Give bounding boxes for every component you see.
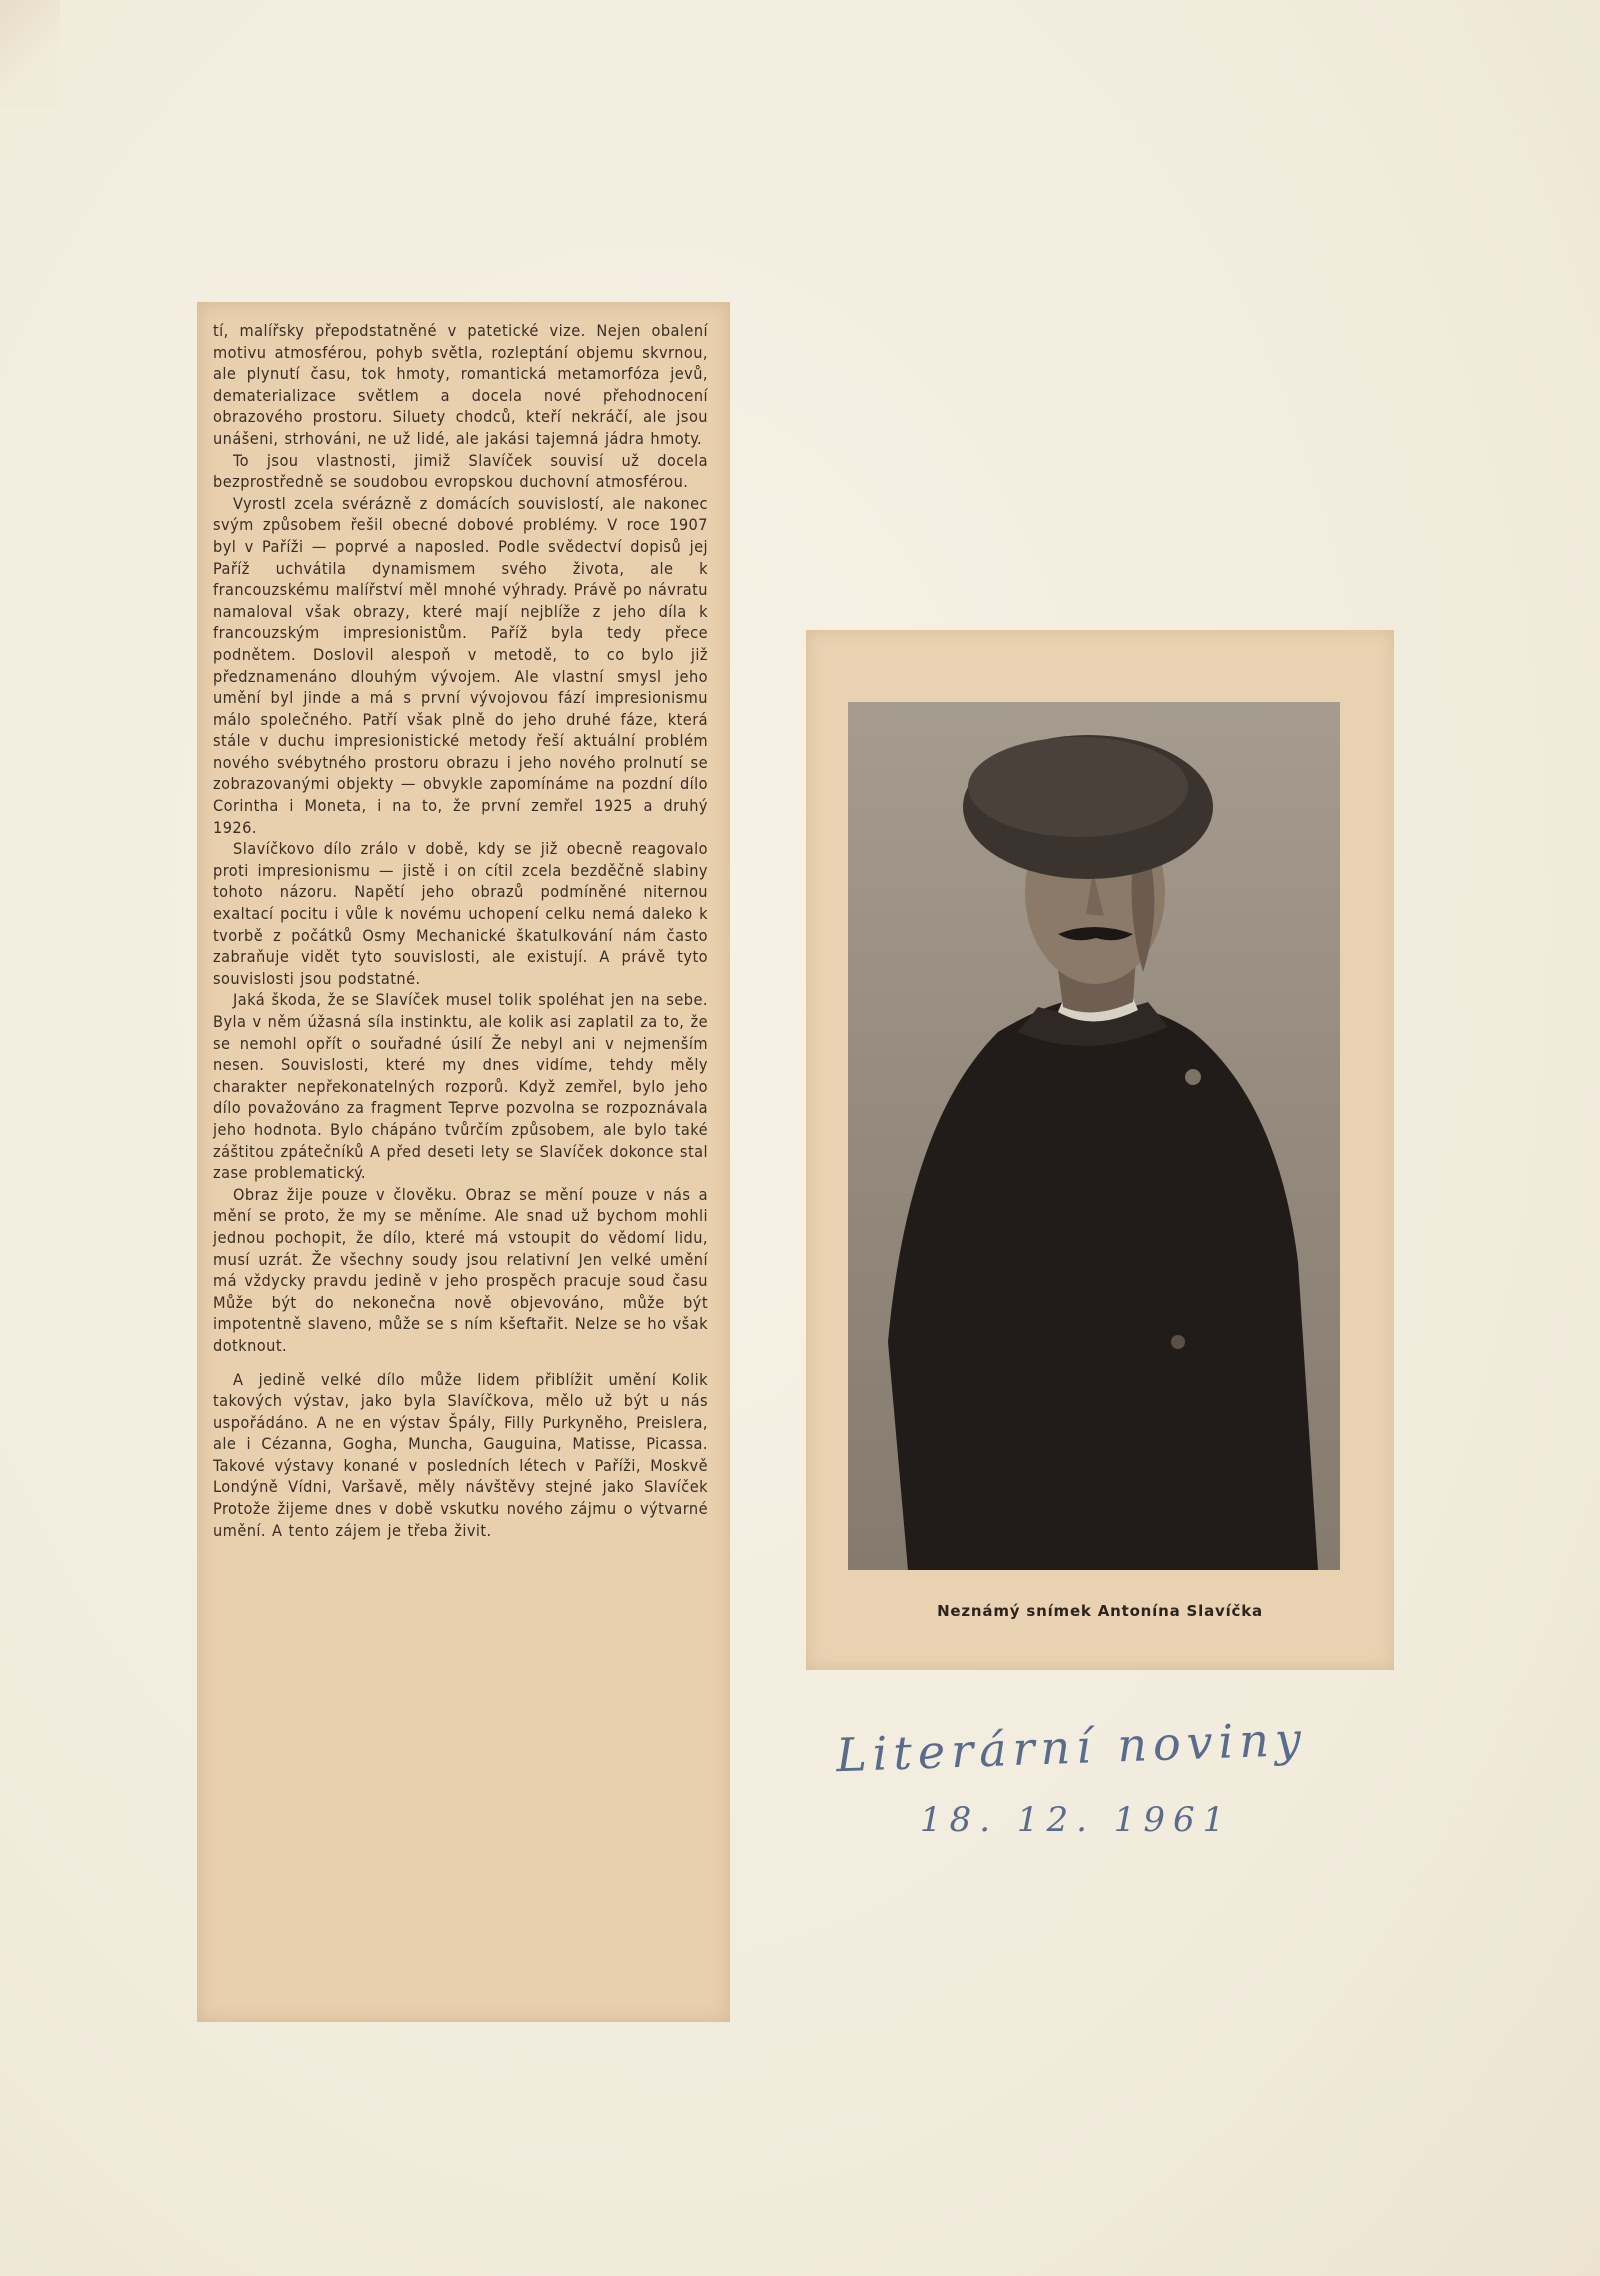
photo-clipping — [806, 630, 1394, 1670]
handwritten-source: Literární noviny — [835, 1711, 1308, 1783]
article-paragraph-1: tí, malířsky přepodstatněné v patetické vize. Nejen obalení motivu atmosférou, pohyb světla, rozleptání objemu skvrnou, ale plynutí času, tok hmoty, romantická metamorfóza jevů, dematerializace světlem a docela nové přehodnocení obrazového prostoru. Siluety chodců, kteří nekráčí, ale jsou unášeni, strhováni, ne už lidé, ale jakási tajemná jádra hmoty. — [213, 321, 708, 448]
article-paragraph-7: A jedině velké dílo může lidem přiblížit umění Kolik takových výstav, jako byla Slavíčkova, mělo už být u nás uspořádáno. A ne en výstav Špály, Filly Purkyněho, Preislera, ale i Cézanna, Gogha, Muncha, Gauguina, Matisse, Picassa. Takové výstavy konané v posledních létech v Paříži, Moskvě Londýně Vídni, Varšavě, měly návštěvy stejné jako Slavíček Protože žijeme dnes v době vskutku nového zájmu o výtvarné umění. A tento zájem je třeba živit. — [213, 1369, 708, 1540]
article-clipping — [197, 302, 730, 2022]
handwritten-date: 18. 12. 1961 — [920, 1800, 1233, 1840]
portrait-figure — [848, 702, 1340, 1570]
portrait-photo — [848, 702, 1340, 1570]
article-paragraph-2: To jsou vlastnosti, jimiž Slavíček souvisí už docela bezprostředně se soudobou evropskou duchovní atmosférou. — [213, 450, 708, 492]
article-paragraph-4: Slavíčkovo dílo zrálo v době, kdy se již obecně reagovalo proti impresionismu — jistě i on cítil zcela bezděčně slabiny tohoto názoru. Napětí jeho obrazů podmíněné niternou exaltací pocitu i vůle k novému uchopení celku nemá daleko k tvorbě z počátků Osmy Mechanické škatulkování nám často zabraňuje vidět tyto souvislosti, ale existují. A právě tyto souvislosti jsou podstatné. — [213, 839, 708, 988]
article-paragraph-3: Vyrostl zcela svérázně z domácích souvislostí, ale nakonec svým způsobem řešil obecné dobové problémy. V roce 1907 byl v Paříži — poprvé a naposled. Podle svědectví dopisů jej Paříž uchvátila dynamismem svého života, ale k francouzskému malířství měl mnohé výhrady. Právě po návratu namaloval však obrazy, které mají nejblíže z jeho díla k francouzským impresionistům. Paříž byla tedy přece podnětem. Doslovil alespoň v metodě, to co bylo již předznamenáno dlouhým vývojem. Ale vlastní smysl jeho umění byl jinde a má s první vývojovou fází impresionismu málo společného. Patří však plně do jeho druhé fáze, která stále v duchu impresionistické metody řeší aktuální problém nového svébytného prostoru obrazu i jeho nového prolnutí se zobrazovanými objekty — obvykle zapomínáme na pozdní dílo Corintha i Moneta, i na to, že první zemřel 1925 a druhý 1926. — [213, 493, 708, 837]
article-paragraph-6: Obraz žije pouze v člověku. Obraz se mění pouze v nás a mění se proto, že my se měníme. Ale snad už bychom mohli jednou pochopit, že dílo, které má vstoupit do vědomí lidu, musí uzrát. Že všechny soudy jsou relativní Jen velké umění má vždycky pravdu jedině v jeho prospěch pracuje soud času Může být do nekonečna nově objevováno, může být impotentně slaveno, může se s ním kšeftařit. Nelze se ho však dotknout. — [213, 1184, 708, 1355]
article-paragraph-5: Jaká škoda, že se Slavíček musel tolik spoléhat jen na sebe. Byla v něm úžasná síla instinktu, ale kolik asi zaplatil za to, že se nemohl opřít o souřadné úsilí Že nebyl ani v nejmenším nesen. Souvislosti, které my dnes vidíme, tehdy měly charakter nepřekonatelných rozporů. Když zemřel, bylo jeho dílo považováno za fragment Teprve pozvolna se rozpoznávala jeho hodnota. Bylo chápáno tvůrčím způsobem, ale bylo také záštitou zpátečníků A před deseti lety se Slavíček dokonce stal zase problematický. — [213, 990, 708, 1183]
folded-corner — [0, 0, 60, 110]
photo-caption: Neznámý snímek Antonína Slavíčka — [937, 1602, 1263, 1620]
